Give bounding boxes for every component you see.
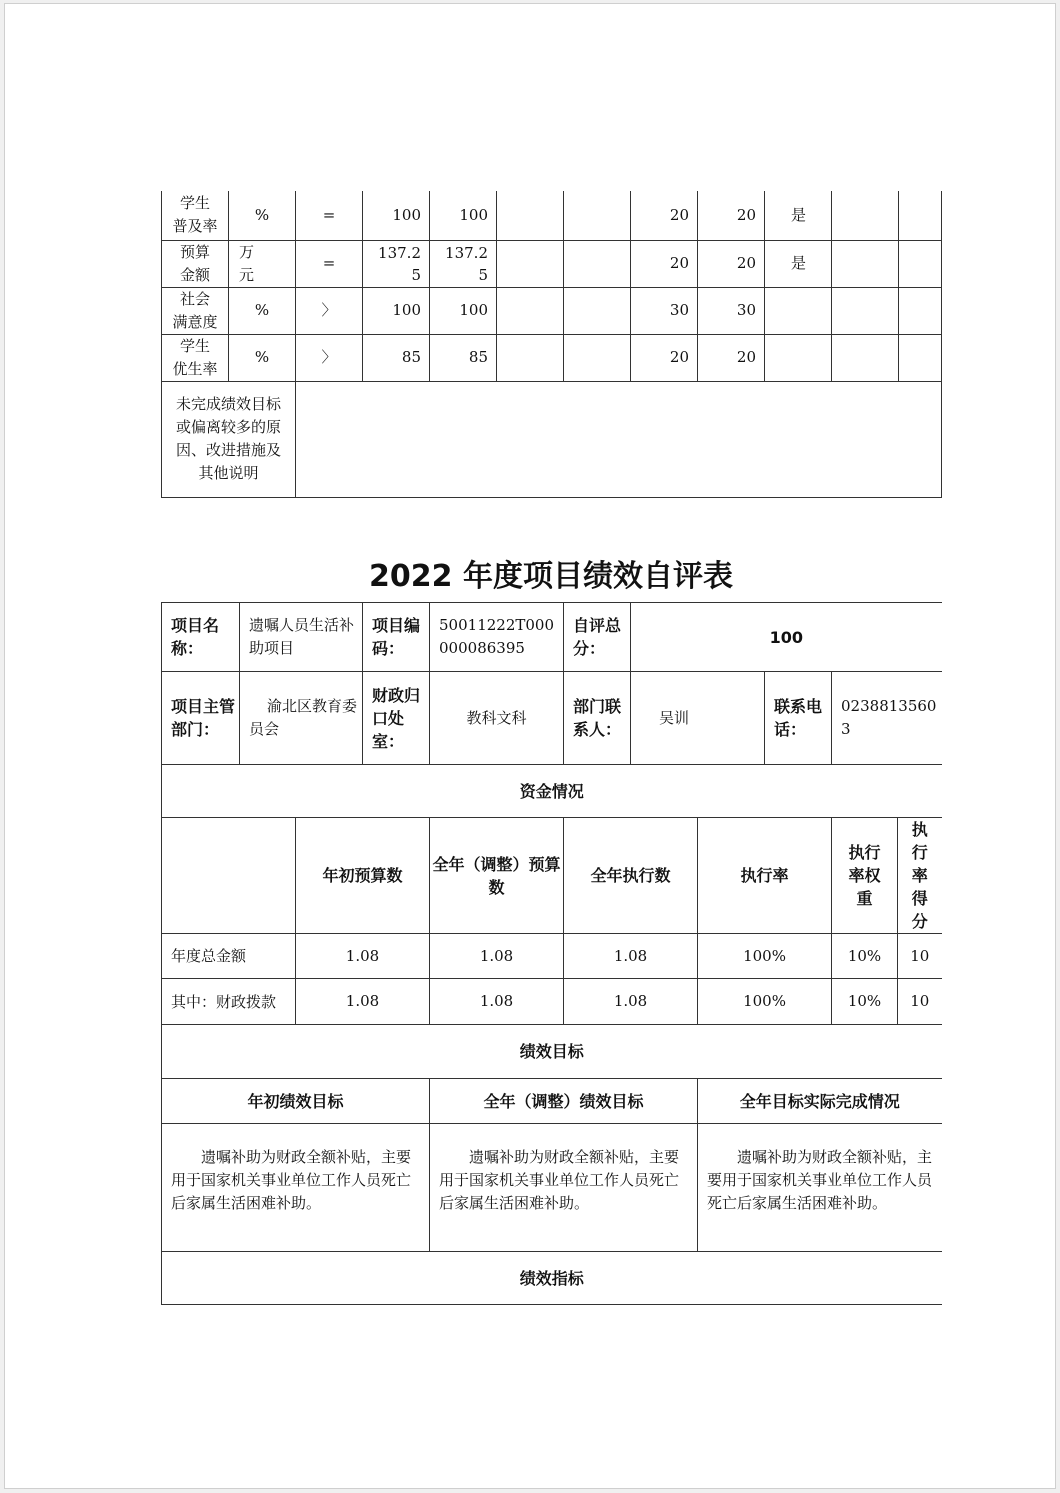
indicator-cell-weight: 20 — [631, 240, 698, 287]
project-code-value: 50011222T000000086395 — [430, 603, 564, 672]
indicator-cell-e3 — [832, 334, 899, 381]
indicator-cell-met — [765, 334, 832, 381]
indicator-cell-e1 — [497, 191, 564, 240]
indicator-table-continued — [161, 191, 942, 498]
page-title: 2022 年度项目绩效自评表 — [369, 559, 733, 594]
fund-value-3: 100% — [698, 934, 832, 979]
fund-value-5: 10 — [898, 934, 942, 979]
fund-value-4: 10% — [832, 934, 898, 979]
fund-value-1: 1.08 — [430, 979, 564, 1025]
indicator-cell-target: 100 — [363, 191, 430, 240]
indicator-cell-actual: 100 — [430, 191, 497, 240]
indicator-row — [162, 287, 942, 334]
dept-label: 项目主管部门： — [162, 672, 240, 765]
indicator-cell-e2 — [564, 287, 631, 334]
indicator-row — [162, 240, 942, 287]
note-label: 未完成绩效目标或偏离较多的原因、改进措施及其他说明 — [162, 381, 296, 497]
indicator-cell-e4 — [899, 191, 942, 240]
note-value — [296, 381, 942, 497]
indicator-cell-actual: 85 — [430, 334, 497, 381]
indicator-cell-weight: 30 — [631, 287, 698, 334]
dept-value: 渝北区教育委员会 — [240, 672, 363, 765]
indicator-cell-unit: % — [229, 287, 296, 334]
indicator-cell-e1 — [497, 240, 564, 287]
indicator-cell-score: 30 — [698, 287, 765, 334]
goal-header-actual: 全年目标实际完成情况 — [698, 1079, 942, 1124]
indicator-cell-e3 — [832, 191, 899, 240]
goal-text-actual: 遗嘱补助为财政全额补贴，主要用于国家机关事业单位工作人员死亡后家属生活困难补助。 — [698, 1124, 942, 1252]
fund-value-1: 1.08 — [430, 934, 564, 979]
indicator-cell-unit: % — [229, 191, 296, 240]
indicator-cell-name: 社会 满意度 — [162, 287, 229, 334]
goal-header-initial: 年初绩效目标 — [162, 1079, 430, 1124]
indicator-row — [162, 191, 942, 240]
goal-text-initial: 遗嘱补助为财政全额补贴，主要用于国家机关事业单位工作人员死亡后家属生活困难补助。 — [162, 1124, 430, 1252]
phone-value: 02388135603 — [832, 672, 942, 765]
indicator-cell-e2 — [564, 240, 631, 287]
self-evaluation-table — [161, 602, 942, 1305]
indicator-cell-score: 20 — [698, 334, 765, 381]
indicator-cell-target: 100 — [363, 287, 430, 334]
indicator-cell-score: 20 — [698, 191, 765, 240]
indicator-cell-actual: 100 — [430, 287, 497, 334]
total-score-value: 100 — [631, 603, 942, 672]
contact-label: 部门联系人： — [564, 672, 631, 765]
document-page — [4, 3, 1056, 1489]
indicator-cell-name: 学生 普及率 — [162, 191, 229, 240]
fund-row-label: 其中：财政拨款 — [162, 979, 296, 1025]
indicator-cell-e4 — [899, 287, 942, 334]
funds-section-title: 资金情况 — [162, 765, 942, 818]
fund-header-6: 执行率得分 — [898, 818, 942, 934]
fund-header-0 — [162, 818, 296, 934]
fund-value-4: 10% — [832, 979, 898, 1025]
finance-office-value: 教科文科 — [430, 672, 564, 765]
total-score-label: 自评总分： — [564, 603, 631, 672]
fund-value-0: 1.08 — [296, 934, 430, 979]
indicator-cell-met: 是 — [765, 240, 832, 287]
fund-row-label: 年度总金额 — [162, 934, 296, 979]
indicator-cell-name: 预算 金额 — [162, 240, 229, 287]
indicator-cell-e1 — [497, 334, 564, 381]
indicator-cell-e2 — [564, 191, 631, 240]
indicator-cell-op: = — [296, 191, 363, 240]
indicator-cell-met: 是 — [765, 191, 832, 240]
indicator-cell-e3 — [832, 240, 899, 287]
fund-value-5: 10 — [898, 979, 942, 1025]
indicator-cell-met — [765, 287, 832, 334]
project-name-label: 项目名称： — [162, 603, 240, 672]
indicator-cell-unit: 万 元 — [229, 240, 296, 287]
goal-header-adjusted: 全年（调整）绩效目标 — [430, 1079, 698, 1124]
fund-header-1: 年初预算数 — [296, 818, 430, 934]
indicators-section-title: 绩效指标 — [162, 1252, 942, 1305]
indicator-cell-e4 — [899, 334, 942, 381]
indicator-cell-op: 〉 — [296, 287, 363, 334]
indicator-cell-actual: 137.2 5 — [430, 240, 497, 287]
finance-office-label: 财政归口处室： — [363, 672, 430, 765]
fund-header-3: 全年执行数 — [564, 818, 698, 934]
fund-header-4: 执行率 — [698, 818, 832, 934]
project-name-value: 遗嘱人员生活补助项目 — [240, 603, 363, 672]
goal-text-adjusted: 遗嘱补助为财政全额补贴，主要用于国家机关事业单位工作人员死亡后家属生活困难补助。 — [430, 1124, 698, 1252]
indicator-cell-op: 〉 — [296, 334, 363, 381]
indicator-cell-name: 学生 优生率 — [162, 334, 229, 381]
phone-label: 联系电话： — [765, 672, 832, 765]
indicator-cell-unit: % — [229, 334, 296, 381]
indicator-cell-target: 85 — [363, 334, 430, 381]
indicator-cell-op: = — [296, 240, 363, 287]
fund-header-2: 全年（调整）预算数 — [430, 818, 564, 934]
indicator-cell-e4 — [899, 240, 942, 287]
indicator-cell-e3 — [832, 287, 899, 334]
indicator-row — [162, 334, 942, 381]
note-row — [162, 381, 942, 497]
fund-value-2: 1.08 — [564, 934, 698, 979]
indicator-cell-score: 20 — [698, 240, 765, 287]
indicator-cell-target: 137.2 5 — [363, 240, 430, 287]
fund-value-2: 1.08 — [564, 979, 698, 1025]
indicator-cell-weight: 20 — [631, 191, 698, 240]
indicator-cell-e2 — [564, 334, 631, 381]
indicator-cell-e1 — [497, 287, 564, 334]
fund-header-5: 执行率权重 — [832, 818, 898, 934]
project-code-label: 项目编码： — [363, 603, 430, 672]
indicator-cell-weight: 20 — [631, 334, 698, 381]
fund-value-3: 100% — [698, 979, 832, 1025]
goals-section-title: 绩效目标 — [162, 1025, 942, 1079]
fund-value-0: 1.08 — [296, 979, 430, 1025]
contact-value: 吴训 — [631, 672, 765, 765]
